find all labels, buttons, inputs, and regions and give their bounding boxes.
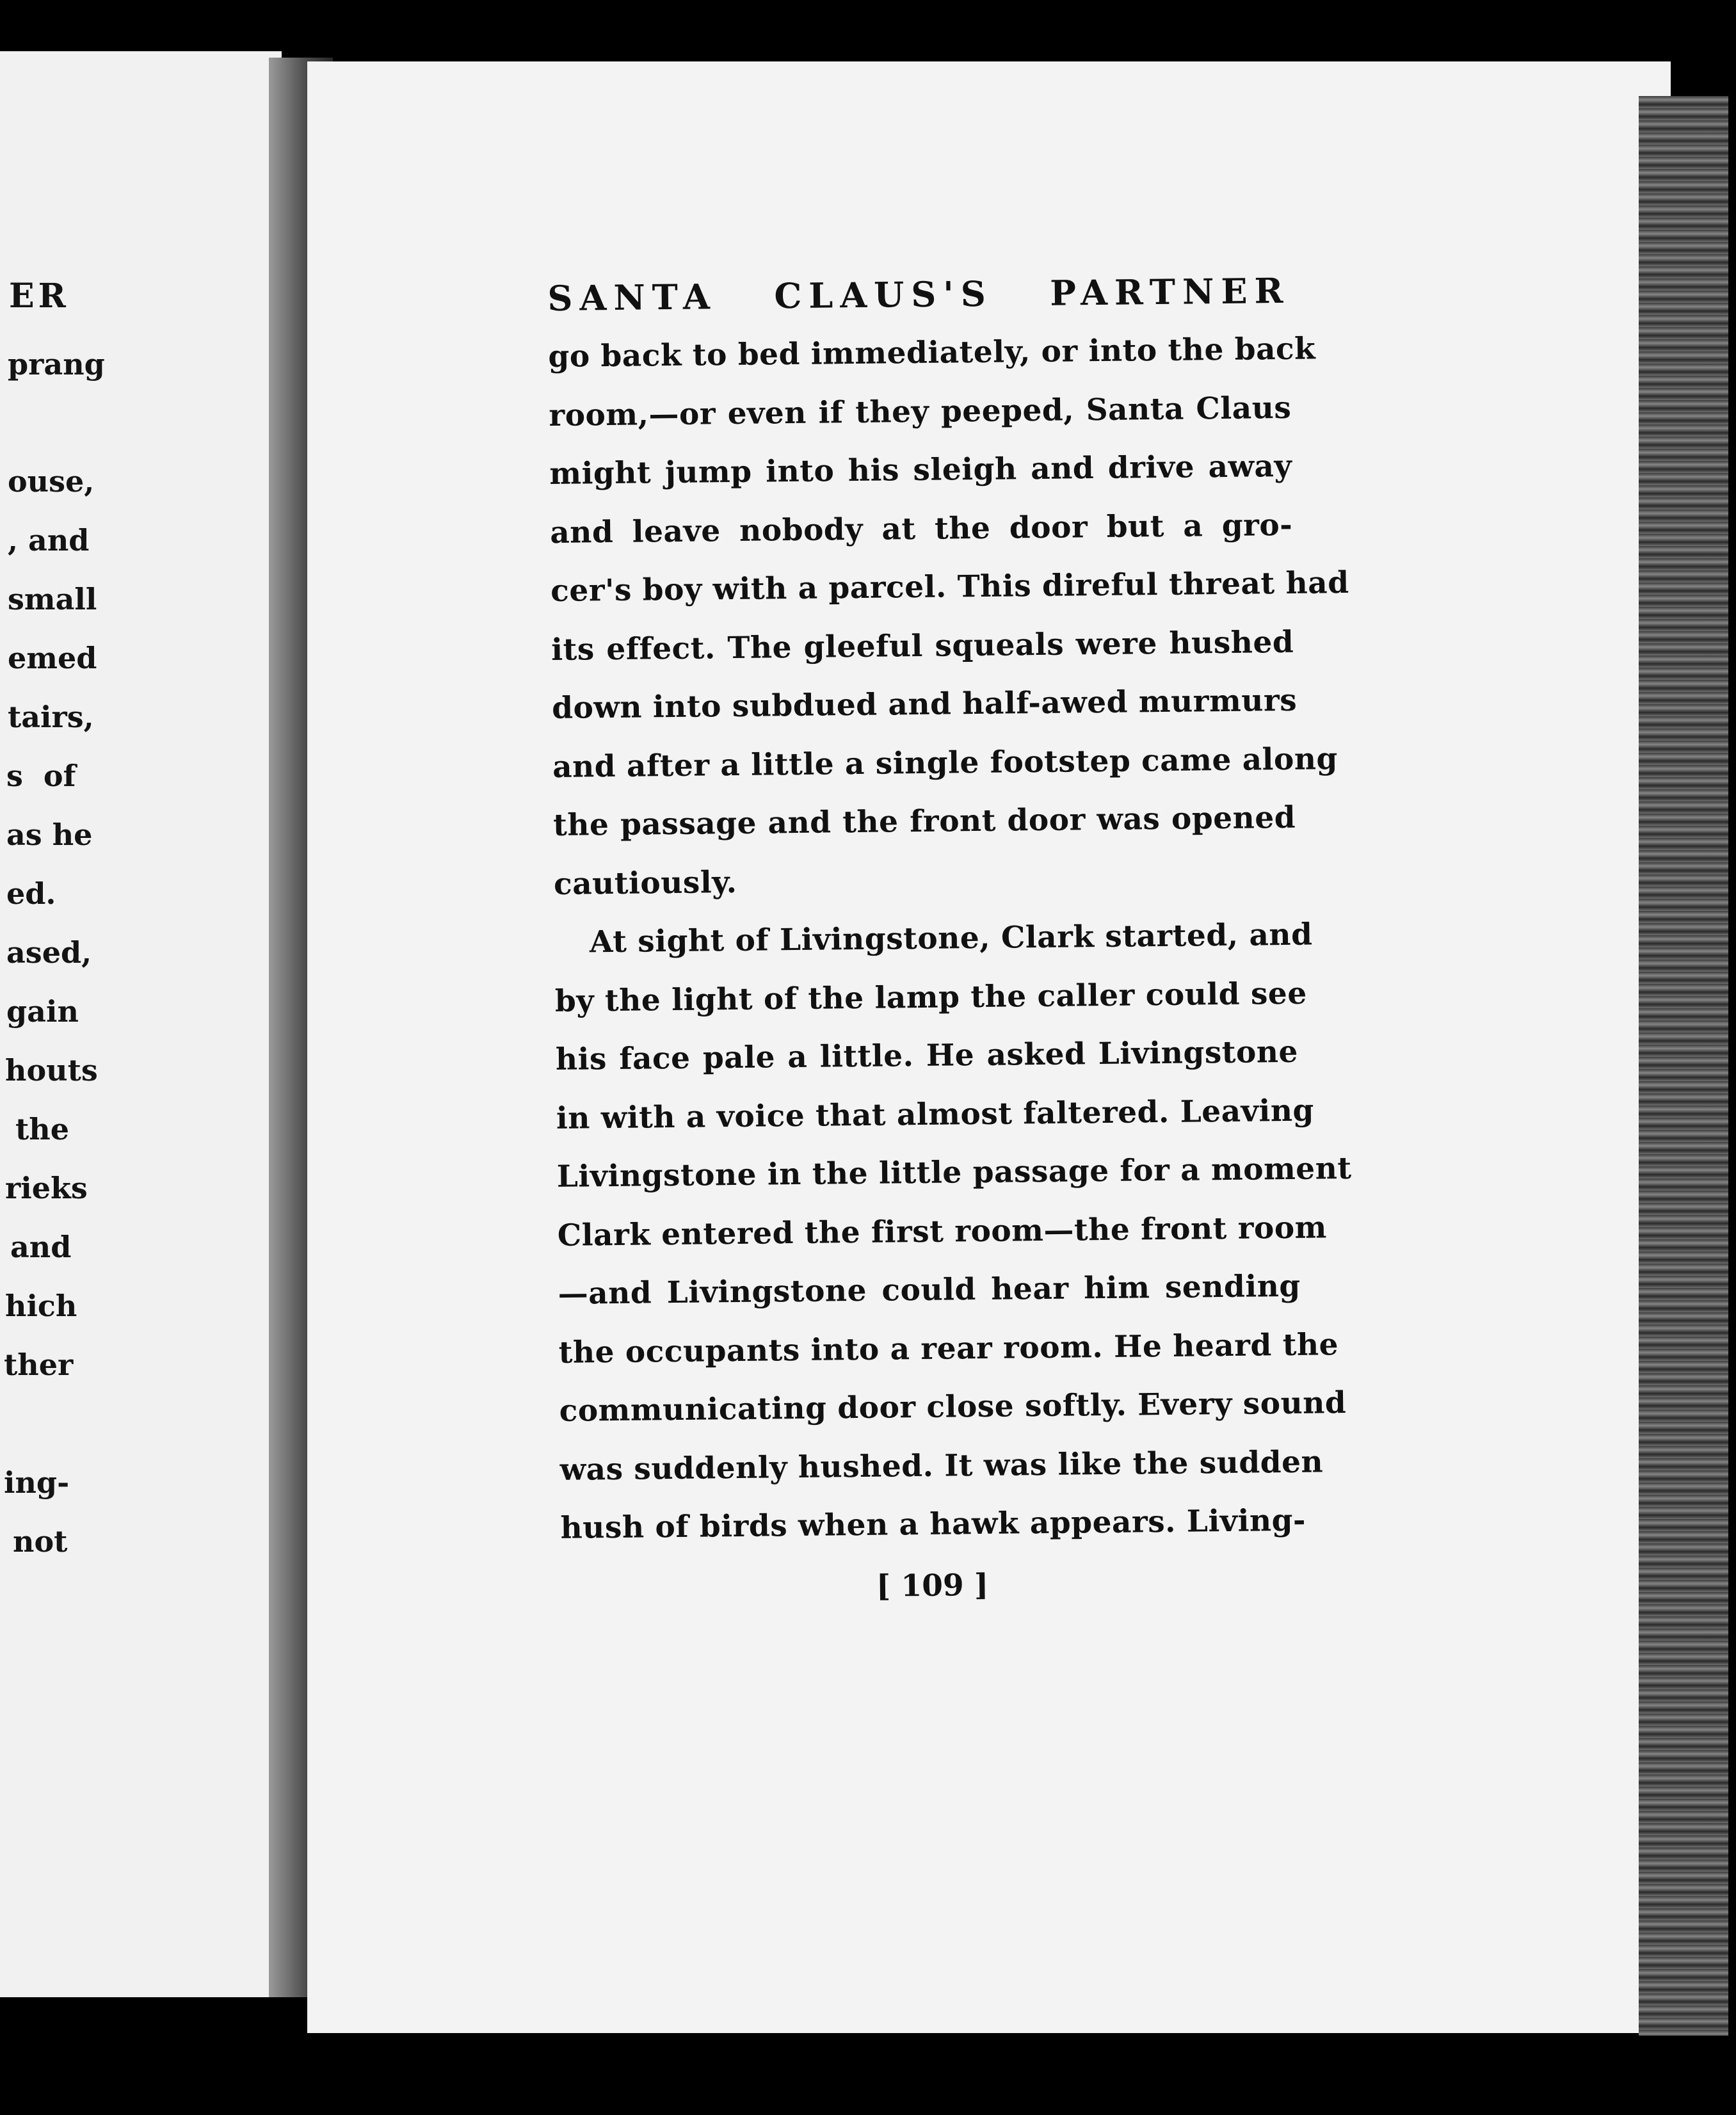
text-line: in with a voice that almost faltered. Leaving <box>556 1093 1315 1136</box>
text-line: cer's boy with a parcel. This direful threat had <box>550 565 1349 609</box>
text-line: the passage and the front door was opened <box>552 800 1296 843</box>
left-fragment: houts <box>5 1053 98 1088</box>
left-fragment: prang <box>8 347 105 382</box>
text-block <box>547 261 1352 1619</box>
left-fragment: the <box>15 1112 69 1146</box>
text-line: Livingstone in the little passage for a moment <box>556 1150 1352 1194</box>
text-line: its effect. The gleeful squeals were hushed <box>551 624 1294 668</box>
page-edge <box>1639 96 1728 2036</box>
text-line: down into subdued and half-awed murmurs <box>551 682 1298 726</box>
left-fragment: ther <box>4 1347 74 1382</box>
left-fragment: rieks <box>5 1171 88 1205</box>
running-head: SANTA CLAUS'S PARTNER <box>547 269 1290 319</box>
left-fragment: ER <box>9 277 70 316</box>
text-line: communicating door close softly. Every sound <box>559 1385 1347 1429</box>
text-line: might jump into his sleigh and drive away <box>549 448 1292 492</box>
text-line: Clark entered the first room—the front room <box>557 1209 1328 1253</box>
left-fragment: ased, <box>6 935 92 970</box>
text-line: was suddenly hushed. It was like the sudden <box>559 1444 1324 1488</box>
text-line: his face pale a little. He asked Livingstone <box>555 1034 1299 1077</box>
text-line: the occupants into a rear room. He heard the <box>558 1326 1339 1371</box>
text-line: cautiously. <box>553 864 737 902</box>
left-fragment: emed <box>8 641 97 675</box>
left-fragment: tairs, <box>8 700 94 734</box>
left-fragment: and <box>10 1230 72 1264</box>
page-number: [ 109 ] <box>876 1567 989 1604</box>
left-fragment: ed. <box>6 876 56 911</box>
left-fragment: hich <box>5 1289 77 1323</box>
text-line: go back to bed immediately, or into the back <box>548 331 1316 374</box>
text-line: At sight of Livingstone, Clark started, and <box>589 917 1313 960</box>
left-fragment: not <box>13 1524 68 1559</box>
text-line: by the light of the lamp the caller could see <box>554 976 1307 1019</box>
text-line: —and Livingstone could hear him sending <box>558 1268 1301 1312</box>
left-fragment: ouse, <box>8 464 95 499</box>
left-fragment: s of <box>6 759 76 793</box>
text-line: hush of birds when a hawk appears. Living- <box>560 1502 1306 1546</box>
text-line: room,—or even if they peeped, Santa Claus <box>549 390 1292 433</box>
text-line: and after a little a single footstep came along <box>552 741 1338 785</box>
left-fragment: ing- <box>4 1465 70 1500</box>
left-page <box>0 51 282 1997</box>
left-fragment: as he <box>6 817 93 852</box>
text-line: and leave nobody at the door but a gro- <box>550 507 1293 551</box>
left-fragment: , and <box>8 523 90 558</box>
left-fragment: gain <box>6 994 79 1029</box>
left-fragment: small <box>8 582 97 616</box>
